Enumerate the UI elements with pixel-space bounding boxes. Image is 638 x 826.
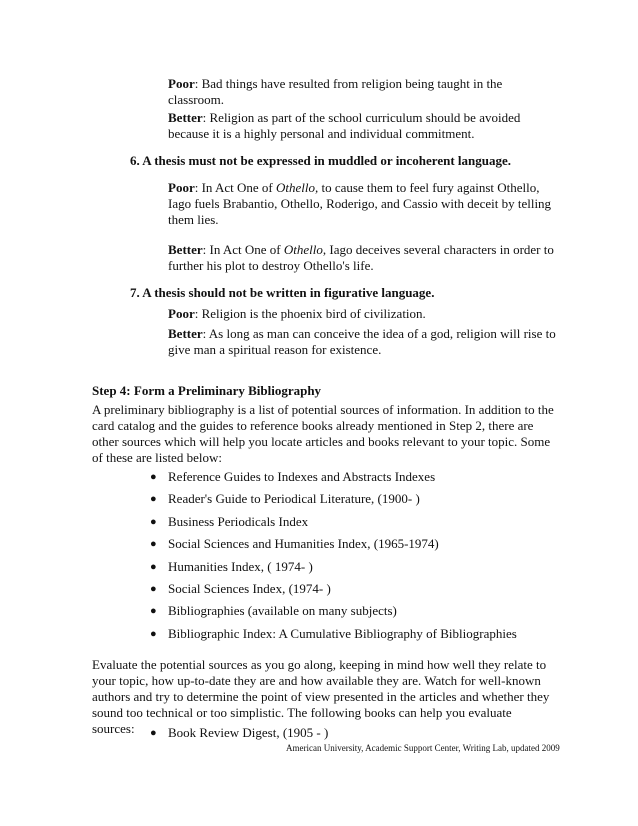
- evaluate-paragraph: Evaluate the potential sources as you go along, keeping in mind how well they relate to your topic, how up-to-date they are and how available they are. Watch for well-known authors and try to determine the point of view presented in the articles and whether they sound too technical or too simplistic. The following books can help you evaluate sources:: [92, 657, 550, 736]
- bullet-icon: ●: [150, 605, 157, 618]
- rule-6-better-example: [168, 242, 560, 274]
- rule-6-heading: 6. A thesis must not be expressed in muddled or incoherent language.: [130, 153, 512, 168]
- list-item-text: Business Periodicals Index: [168, 513, 309, 529]
- better-text-italic: Othello: [283, 242, 323, 257]
- rule-6-poor-example: [168, 180, 560, 228]
- better-label: Better: [168, 242, 203, 257]
- step-4-title: Step 4: Form a Preliminary Bibliography: [92, 383, 322, 398]
- poor-label: Poor: [168, 76, 195, 91]
- better-text: : Religion as part of the school curriculum should be avoided because it is a highly personal and individual commitment.: [168, 110, 521, 141]
- list-item: [150, 513, 309, 530]
- better-text: : As long as man can conceive the idea of a god, religion will rise to give man a spiritual reason for existence.: [168, 326, 556, 357]
- bullet-icon: ●: [150, 560, 157, 573]
- list-item-text: Social Sciences and Humanities Index, (1965-1974): [168, 536, 439, 552]
- rule-7-heading: 7. A thesis should not be written in figurative language.: [130, 285, 435, 300]
- poor-example-prev: [168, 76, 560, 108]
- bullet-icon: ●: [150, 471, 157, 483]
- bullet-icon: ●: [150, 515, 157, 528]
- list-item: [150, 725, 329, 741]
- list-item-text: Reference Guides to Indexes and Abstracts Indexes: [168, 469, 436, 484]
- list-item-text: Bibliographies (available on many subjects): [168, 603, 397, 619]
- list-item-text: Humanities Index, ( 1974- ): [168, 558, 313, 574]
- poor-label: Poor: [168, 306, 195, 321]
- poor-text-italic: Othello,: [275, 180, 319, 195]
- better-label: Better: [168, 110, 203, 125]
- list-item: [150, 558, 313, 575]
- poor-text: : Religion is the phoenix bird of civilization.: [194, 306, 426, 321]
- list-item-text: Social Sciences Index, (1974- ): [168, 581, 331, 596]
- better-text-pre: : In Act One of: [202, 242, 284, 257]
- bullet-icon: ●: [150, 727, 157, 739]
- list-item: [150, 491, 420, 507]
- list-item: [150, 581, 331, 597]
- poor-text: : Bad things have resulted from religion being taught in the classroom.: [168, 76, 503, 107]
- bullet-icon: ●: [150, 627, 157, 640]
- list-item: [150, 536, 439, 552]
- poor-text-pre: : In Act One of: [194, 180, 276, 195]
- better-example-prev: [168, 110, 560, 142]
- list-item-text: Book Review Digest, (1905 - ): [168, 725, 329, 740]
- bullet-icon: ●: [150, 583, 157, 595]
- list-item: [150, 469, 436, 485]
- bullet-icon: ●: [150, 493, 157, 506]
- poor-text-post: to cause them to feel fury against Othello, Iago fuels Brabantio, Othello, Roderigo, and Cassio with deceit by telling them lies.: [168, 180, 552, 227]
- step-4-intro: A preliminary bibliography is a list of potential sources of information. In addition to the card catalog and the guides to reference books already mentioned in Step 2, there are other sources which will help you locate articles and books relevant to your topic. Some of these are listed below:: [92, 402, 554, 465]
- better-text-post: , Iago deceives several characters in order to further his plot to destroy Othello's life.: [168, 242, 554, 273]
- poor-label: Poor: [168, 180, 195, 195]
- list-item: [150, 603, 397, 619]
- list-item-text: Reader's Guide to Periodical Literature, (1900- ): [168, 491, 420, 507]
- better-label: Better: [168, 326, 203, 341]
- rule-7-better-example: [168, 326, 560, 358]
- list-item: [150, 625, 517, 642]
- footer: American University, Academic Support Center, Writing Lab, updated 2009: [286, 743, 560, 753]
- rule-7-poor-example: [168, 306, 560, 322]
- bullet-icon: ●: [150, 538, 157, 551]
- list-item-text: Bibliographic Index: A Cumulative Bibliography of Bibliographies: [168, 625, 517, 641]
